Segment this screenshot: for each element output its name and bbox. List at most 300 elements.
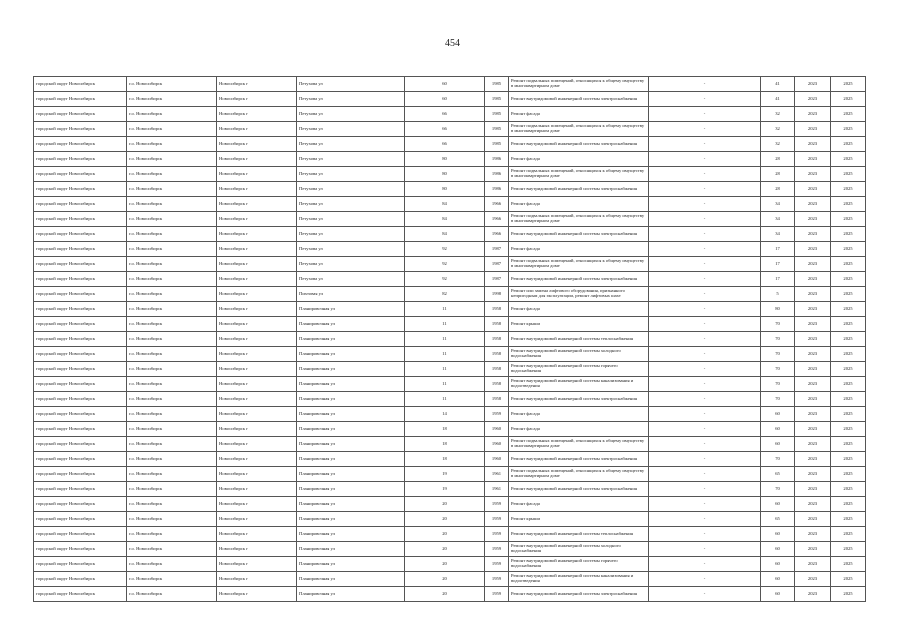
cell-street: Планировочная ул	[297, 422, 405, 437]
cell-municipality: городской округ Новосибирск	[34, 512, 127, 527]
cell-year-from: 2023	[795, 302, 831, 317]
cell-municipality: городской округ Новосибирск	[34, 527, 127, 542]
cell-build-year: 1966	[485, 197, 509, 212]
cell-locality: Новосибирск г	[217, 317, 297, 332]
cell-dash-value: -	[649, 152, 761, 167]
cell-district: г.о. Новосибирск	[127, 452, 217, 467]
cell-dash-value: -	[649, 182, 761, 197]
cell-dash-value: -	[649, 212, 761, 227]
cell-wear-percent: 41	[761, 92, 795, 107]
cell-year-from: 2023	[795, 407, 831, 422]
cell-house-number: 19	[405, 482, 485, 497]
cell-work-type: Ремонт внутридомовой инженерной системы теплоснабжения	[509, 332, 649, 347]
cell-wear-percent: 17	[761, 242, 795, 257]
cell-year-from: 2023	[795, 317, 831, 332]
cell-dash-value: -	[649, 77, 761, 92]
cell-street: Планировочная ул	[297, 512, 405, 527]
table-row	[34, 257, 866, 272]
cell-wear-percent: 65	[761, 467, 795, 482]
cell-street: Планировочная ул	[297, 392, 405, 407]
cell-street: Планировочная ул	[297, 587, 405, 602]
cell-wear-percent: 28	[761, 152, 795, 167]
cell-district: г.о. Новосибирск	[127, 287, 217, 302]
cell-street: Петухова ул	[297, 257, 405, 272]
cell-year-from: 2023	[795, 497, 831, 512]
cell-street: Петухова ул	[297, 167, 405, 182]
cell-work-type: Ремонт внутридомовой инженерной системы электроснабжения	[509, 137, 649, 152]
cell-dash-value: -	[649, 167, 761, 182]
table-row	[34, 137, 866, 152]
cell-district: г.о. Новосибирск	[127, 557, 217, 572]
cell-dash-value: -	[649, 422, 761, 437]
cell-municipality: городской округ Новосибирск	[34, 422, 127, 437]
cell-locality: Новосибирск г	[217, 512, 297, 527]
cell-year-from: 2023	[795, 227, 831, 242]
table-row	[34, 107, 866, 122]
cell-dash-value: -	[649, 242, 761, 257]
cell-build-year: 1958	[485, 317, 509, 332]
cell-street: Планировочная ул	[297, 377, 405, 392]
cell-build-year: 1959	[485, 587, 509, 602]
cell-wear-percent: 70	[761, 452, 795, 467]
cell-work-type: Ремонт фасада	[509, 197, 649, 212]
cell-municipality: городской округ Новосибирск	[34, 497, 127, 512]
cell-locality: Новосибирск г	[217, 422, 297, 437]
table-row	[34, 407, 866, 422]
cell-locality: Новосибирск г	[217, 167, 297, 182]
cell-year-to: 2025	[831, 347, 866, 362]
cell-street: Пихтовая ул	[297, 287, 405, 302]
cell-house-number: 14	[405, 407, 485, 422]
cell-municipality: городской округ Новосибирск	[34, 77, 127, 92]
table-row	[34, 317, 866, 332]
cell-build-year: 1960	[485, 452, 509, 467]
cell-year-to: 2025	[831, 137, 866, 152]
cell-locality: Новосибирск г	[217, 77, 297, 92]
cell-district: г.о. Новосибирск	[127, 587, 217, 602]
cell-locality: Новосибирск г	[217, 272, 297, 287]
cell-build-year: 1959	[485, 527, 509, 542]
cell-wear-percent: 17	[761, 272, 795, 287]
cell-year-from: 2023	[795, 107, 831, 122]
cell-street: Петухова ул	[297, 182, 405, 197]
cell-year-from: 2023	[795, 362, 831, 377]
table-row	[34, 467, 866, 482]
cell-build-year: 1986	[485, 167, 509, 182]
cell-year-to: 2025	[831, 197, 866, 212]
cell-build-year: 1985	[485, 107, 509, 122]
cell-year-to: 2025	[831, 392, 866, 407]
cell-house-number: 92	[405, 272, 485, 287]
table-row	[34, 527, 866, 542]
cell-street: Планировочная ул	[297, 302, 405, 317]
table-row	[34, 122, 866, 137]
cell-work-type: Ремонт внутридомовой инженерной системы холодного водоснабжения	[509, 347, 649, 362]
cell-street: Петухова ул	[297, 242, 405, 257]
cell-dash-value: -	[649, 437, 761, 452]
cell-locality: Новосибирск г	[217, 107, 297, 122]
cell-work-type: Ремонт внутридомовой инженерной системы горячего водоснабжения	[509, 557, 649, 572]
cell-wear-percent: 60	[761, 557, 795, 572]
cell-year-from: 2023	[795, 542, 831, 557]
cell-wear-percent: 41	[761, 77, 795, 92]
cell-wear-percent: 60	[761, 422, 795, 437]
cell-year-to: 2025	[831, 257, 866, 272]
cell-street: Планировочная ул	[297, 437, 405, 452]
cell-wear-percent: 60	[761, 407, 795, 422]
cell-municipality: городской округ Новосибирск	[34, 407, 127, 422]
cell-build-year: 1987	[485, 257, 509, 272]
table-row	[34, 182, 866, 197]
cell-year-from: 2023	[795, 512, 831, 527]
cell-build-year: 1987	[485, 272, 509, 287]
cell-work-type: Ремонт фасада	[509, 497, 649, 512]
cell-year-from: 2023	[795, 377, 831, 392]
cell-dash-value: -	[649, 482, 761, 497]
cell-year-from: 2023	[795, 437, 831, 452]
cell-dash-value: -	[649, 407, 761, 422]
cell-year-to: 2025	[831, 182, 866, 197]
cell-locality: Новосибирск г	[217, 587, 297, 602]
cell-locality: Новосибирск г	[217, 452, 297, 467]
cell-build-year: 1985	[485, 92, 509, 107]
cell-wear-percent: 70	[761, 317, 795, 332]
table-row	[34, 212, 866, 227]
cell-wear-percent: 5	[761, 287, 795, 302]
cell-build-year: 1985	[485, 137, 509, 152]
cell-locality: Новосибирск г	[217, 302, 297, 317]
cell-district: г.о. Новосибирск	[127, 77, 217, 92]
cell-year-from: 2023	[795, 587, 831, 602]
cell-build-year: 1961	[485, 482, 509, 497]
cell-house-number: 20	[405, 557, 485, 572]
cell-municipality: городской округ Новосибирск	[34, 107, 127, 122]
cell-locality: Новосибирск г	[217, 377, 297, 392]
cell-municipality: городской округ Новосибирск	[34, 257, 127, 272]
cell-year-to: 2025	[831, 482, 866, 497]
cell-year-from: 2023	[795, 77, 831, 92]
cell-work-type: Ремонт подвальных помещений, относящихся к общему имуществу в многоквартирном доме	[509, 467, 649, 482]
cell-year-to: 2025	[831, 167, 866, 182]
cell-district: г.о. Новосибирск	[127, 137, 217, 152]
cell-wear-percent: 34	[761, 227, 795, 242]
cell-municipality: городской округ Новосибирск	[34, 197, 127, 212]
cell-work-type: Ремонт внутридомовой инженерной системы электроснабжения	[509, 92, 649, 107]
cell-district: г.о. Новосибирск	[127, 407, 217, 422]
cell-municipality: городской округ Новосибирск	[34, 362, 127, 377]
cell-work-type: Ремонт фасада	[509, 422, 649, 437]
cell-year-from: 2023	[795, 272, 831, 287]
cell-year-to: 2025	[831, 362, 866, 377]
cell-locality: Новосибирск г	[217, 362, 297, 377]
cell-year-to: 2025	[831, 287, 866, 302]
cell-year-to: 2025	[831, 332, 866, 347]
cell-house-number: 11	[405, 317, 485, 332]
cell-year-to: 2025	[831, 122, 866, 137]
cell-street: Петухова ул	[297, 77, 405, 92]
cell-build-year: 1959	[485, 497, 509, 512]
cell-locality: Новосибирск г	[217, 437, 297, 452]
cell-wear-percent: 28	[761, 182, 795, 197]
cell-street: Петухова ул	[297, 137, 405, 152]
cell-house-number: 20	[405, 542, 485, 557]
cell-build-year: 1958	[485, 377, 509, 392]
cell-year-to: 2025	[831, 227, 866, 242]
cell-work-type: Ремонт подвальных помещений, относящихся к общему имуществу в многоквартирном доме	[509, 77, 649, 92]
cell-work-type: Ремонт внутридомовой инженерной системы электроснабжения	[509, 482, 649, 497]
cell-wear-percent: 60	[761, 527, 795, 542]
cell-district: г.о. Новосибирск	[127, 257, 217, 272]
cell-year-to: 2025	[831, 587, 866, 602]
cell-build-year: 1966	[485, 227, 509, 242]
cell-wear-percent: 60	[761, 542, 795, 557]
cell-wear-percent: 60	[761, 437, 795, 452]
table-row	[34, 287, 866, 302]
cell-municipality: городской округ Новосибирск	[34, 122, 127, 137]
cell-year-to: 2025	[831, 527, 866, 542]
cell-work-type: Ремонт крыши	[509, 512, 649, 527]
cell-work-type: Ремонт внутридомовой инженерной системы электроснабжения	[509, 272, 649, 287]
cell-work-type: Ремонт или замена лифтового оборудования, признанного непригодным для эксплуатации, ремонт лифтовых шахт	[509, 287, 649, 302]
cell-work-type: Ремонт внутридомовой инженерной системы электроснабжения	[509, 587, 649, 602]
cell-house-number: 20	[405, 587, 485, 602]
table-row	[34, 437, 866, 452]
table-row	[34, 242, 866, 257]
cell-street: Петухова ул	[297, 92, 405, 107]
cell-district: г.о. Новосибирск	[127, 182, 217, 197]
cell-municipality: городской округ Новосибирск	[34, 452, 127, 467]
cell-year-from: 2023	[795, 182, 831, 197]
cell-municipality: городской округ Новосибирск	[34, 482, 127, 497]
cell-build-year: 1959	[485, 512, 509, 527]
cell-district: г.о. Новосибирск	[127, 152, 217, 167]
cell-dash-value: -	[649, 332, 761, 347]
cell-street: Планировочная ул	[297, 572, 405, 587]
cell-wear-percent: 70	[761, 392, 795, 407]
cell-build-year: 1986	[485, 182, 509, 197]
cell-dash-value: -	[649, 287, 761, 302]
table-row	[34, 512, 866, 527]
cell-locality: Новосибирск г	[217, 287, 297, 302]
cell-district: г.о. Новосибирск	[127, 212, 217, 227]
cell-street: Петухова ул	[297, 212, 405, 227]
cell-house-number: 80	[405, 152, 485, 167]
cell-dash-value: -	[649, 227, 761, 242]
cell-build-year: 1966	[485, 212, 509, 227]
cell-municipality: городской округ Новосибирск	[34, 377, 127, 392]
cell-district: г.о. Новосибирск	[127, 392, 217, 407]
table-row	[34, 227, 866, 242]
cell-municipality: городской округ Новосибирск	[34, 392, 127, 407]
cell-locality: Новосибирск г	[217, 572, 297, 587]
table-row	[34, 152, 866, 167]
cell-work-type: Ремонт подвальных помещений, относящихся к общему имуществу в многоквартирном доме	[509, 122, 649, 137]
cell-locality: Новосибирск г	[217, 182, 297, 197]
cell-year-from: 2023	[795, 287, 831, 302]
cell-year-to: 2025	[831, 302, 866, 317]
cell-year-from: 2023	[795, 422, 831, 437]
cell-work-type: Ремонт внутридомовой инженерной системы электроснабжения	[509, 227, 649, 242]
cell-dash-value: -	[649, 362, 761, 377]
cell-dash-value: -	[649, 347, 761, 362]
cell-district: г.о. Новосибирск	[127, 227, 217, 242]
cell-municipality: городской округ Новосибирск	[34, 317, 127, 332]
cell-year-to: 2025	[831, 92, 866, 107]
cell-municipality: городской округ Новосибирск	[34, 302, 127, 317]
cell-district: г.о. Новосибирск	[127, 542, 217, 557]
table-row	[34, 77, 866, 92]
cell-house-number: 11	[405, 347, 485, 362]
cell-year-from: 2023	[795, 122, 831, 137]
cell-district: г.о. Новосибирск	[127, 422, 217, 437]
cell-wear-percent: 70	[761, 347, 795, 362]
cell-year-from: 2023	[795, 392, 831, 407]
cell-district: г.о. Новосибирск	[127, 377, 217, 392]
cell-municipality: городской округ Новосибирск	[34, 347, 127, 362]
table-row	[34, 452, 866, 467]
cell-street: Планировочная ул	[297, 497, 405, 512]
cell-year-from: 2023	[795, 92, 831, 107]
cell-locality: Новосибирск г	[217, 527, 297, 542]
cell-year-from: 2023	[795, 467, 831, 482]
cell-locality: Новосибирск г	[217, 467, 297, 482]
cell-street: Планировочная ул	[297, 362, 405, 377]
cell-house-number: 82	[405, 287, 485, 302]
cell-year-to: 2025	[831, 437, 866, 452]
table-row	[34, 587, 866, 602]
cell-house-number: 20	[405, 512, 485, 527]
cell-locality: Новосибирск г	[217, 347, 297, 362]
cell-wear-percent: 70	[761, 332, 795, 347]
cell-dash-value: -	[649, 317, 761, 332]
cell-year-from: 2023	[795, 557, 831, 572]
cell-district: г.о. Новосибирск	[127, 482, 217, 497]
cell-build-year: 1959	[485, 557, 509, 572]
cell-work-type: Ремонт фасада	[509, 107, 649, 122]
cell-work-type: Ремонт внутридомовой инженерной системы канализования и водоотведения	[509, 377, 649, 392]
cell-district: г.о. Новосибирск	[127, 512, 217, 527]
cell-district: г.о. Новосибирск	[127, 272, 217, 287]
table-row	[34, 557, 866, 572]
cell-build-year: 1958	[485, 362, 509, 377]
cell-street: Петухова ул	[297, 122, 405, 137]
table-row	[34, 422, 866, 437]
cell-house-number: 18	[405, 452, 485, 467]
cell-work-type: Ремонт внутридомовой инженерной системы канализования и водоотведения	[509, 572, 649, 587]
repair-registry-table	[33, 76, 866, 602]
table-row	[34, 497, 866, 512]
cell-work-type: Ремонт внутридомовой инженерной системы горячего водоснабжения	[509, 362, 649, 377]
cell-district: г.о. Новосибирск	[127, 317, 217, 332]
cell-dash-value: -	[649, 92, 761, 107]
cell-house-number: 11	[405, 377, 485, 392]
cell-municipality: городской округ Новосибирск	[34, 92, 127, 107]
table-row	[34, 392, 866, 407]
cell-wear-percent: 32	[761, 137, 795, 152]
cell-year-to: 2025	[831, 467, 866, 482]
cell-wear-percent: 70	[761, 362, 795, 377]
cell-house-number: 66	[405, 122, 485, 137]
cell-house-number: 20	[405, 497, 485, 512]
cell-year-to: 2025	[831, 407, 866, 422]
cell-year-to: 2025	[831, 77, 866, 92]
cell-dash-value: -	[649, 527, 761, 542]
cell-dash-value: -	[649, 107, 761, 122]
cell-district: г.о. Новосибирск	[127, 467, 217, 482]
cell-year-to: 2025	[831, 452, 866, 467]
cell-municipality: городской округ Новосибирск	[34, 242, 127, 257]
cell-house-number: 84	[405, 227, 485, 242]
cell-year-to: 2025	[831, 107, 866, 122]
cell-house-number: 11	[405, 302, 485, 317]
cell-street: Планировочная ул	[297, 482, 405, 497]
cell-locality: Новосибирск г	[217, 242, 297, 257]
cell-dash-value: -	[649, 302, 761, 317]
cell-build-year: 1960	[485, 422, 509, 437]
cell-locality: Новосибирск г	[217, 197, 297, 212]
cell-year-to: 2025	[831, 242, 866, 257]
cell-wear-percent: 70	[761, 482, 795, 497]
cell-municipality: городской округ Новосибирск	[34, 137, 127, 152]
table-row	[34, 272, 866, 287]
cell-work-type: Ремонт фасада	[509, 407, 649, 422]
cell-locality: Новосибирск г	[217, 407, 297, 422]
cell-dash-value: -	[649, 197, 761, 212]
cell-street: Планировочная ул	[297, 407, 405, 422]
cell-district: г.о. Новосибирск	[127, 197, 217, 212]
cell-locality: Новосибирск г	[217, 92, 297, 107]
cell-municipality: городской округ Новосибирск	[34, 182, 127, 197]
cell-year-to: 2025	[831, 497, 866, 512]
cell-house-number: 11	[405, 392, 485, 407]
page-number: 454	[445, 38, 460, 49]
table-row	[34, 347, 866, 362]
table-row	[34, 332, 866, 347]
table-row	[34, 302, 866, 317]
table-row	[34, 197, 866, 212]
cell-year-from: 2023	[795, 572, 831, 587]
cell-year-to: 2025	[831, 377, 866, 392]
cell-house-number: 84	[405, 212, 485, 227]
cell-district: г.о. Новосибирск	[127, 302, 217, 317]
cell-street: Планировочная ул	[297, 317, 405, 332]
cell-locality: Новосибирск г	[217, 542, 297, 557]
cell-district: г.о. Новосибирск	[127, 497, 217, 512]
cell-dash-value: -	[649, 557, 761, 572]
cell-year-from: 2023	[795, 242, 831, 257]
cell-municipality: городской округ Новосибирск	[34, 557, 127, 572]
cell-work-type: Ремонт крыши	[509, 317, 649, 332]
cell-wear-percent: 34	[761, 212, 795, 227]
cell-build-year: 1959	[485, 572, 509, 587]
cell-year-to: 2025	[831, 422, 866, 437]
cell-year-from: 2023	[795, 257, 831, 272]
cell-house-number: 11	[405, 332, 485, 347]
cell-build-year: 1960	[485, 437, 509, 452]
cell-work-type: Ремонт подвальных помещений, относящихся к общему имуществу в многоквартирном доме	[509, 257, 649, 272]
cell-district: г.о. Новосибирск	[127, 572, 217, 587]
cell-work-type: Ремонт внутридомовой инженерной системы электроснабжения	[509, 182, 649, 197]
cell-dash-value: -	[649, 137, 761, 152]
cell-house-number: 19	[405, 467, 485, 482]
cell-year-from: 2023	[795, 527, 831, 542]
cell-house-number: 92	[405, 257, 485, 272]
cell-locality: Новосибирск г	[217, 152, 297, 167]
cell-dash-value: -	[649, 392, 761, 407]
cell-locality: Новосибирск г	[217, 257, 297, 272]
table-row	[34, 542, 866, 557]
cell-house-number: 66	[405, 137, 485, 152]
